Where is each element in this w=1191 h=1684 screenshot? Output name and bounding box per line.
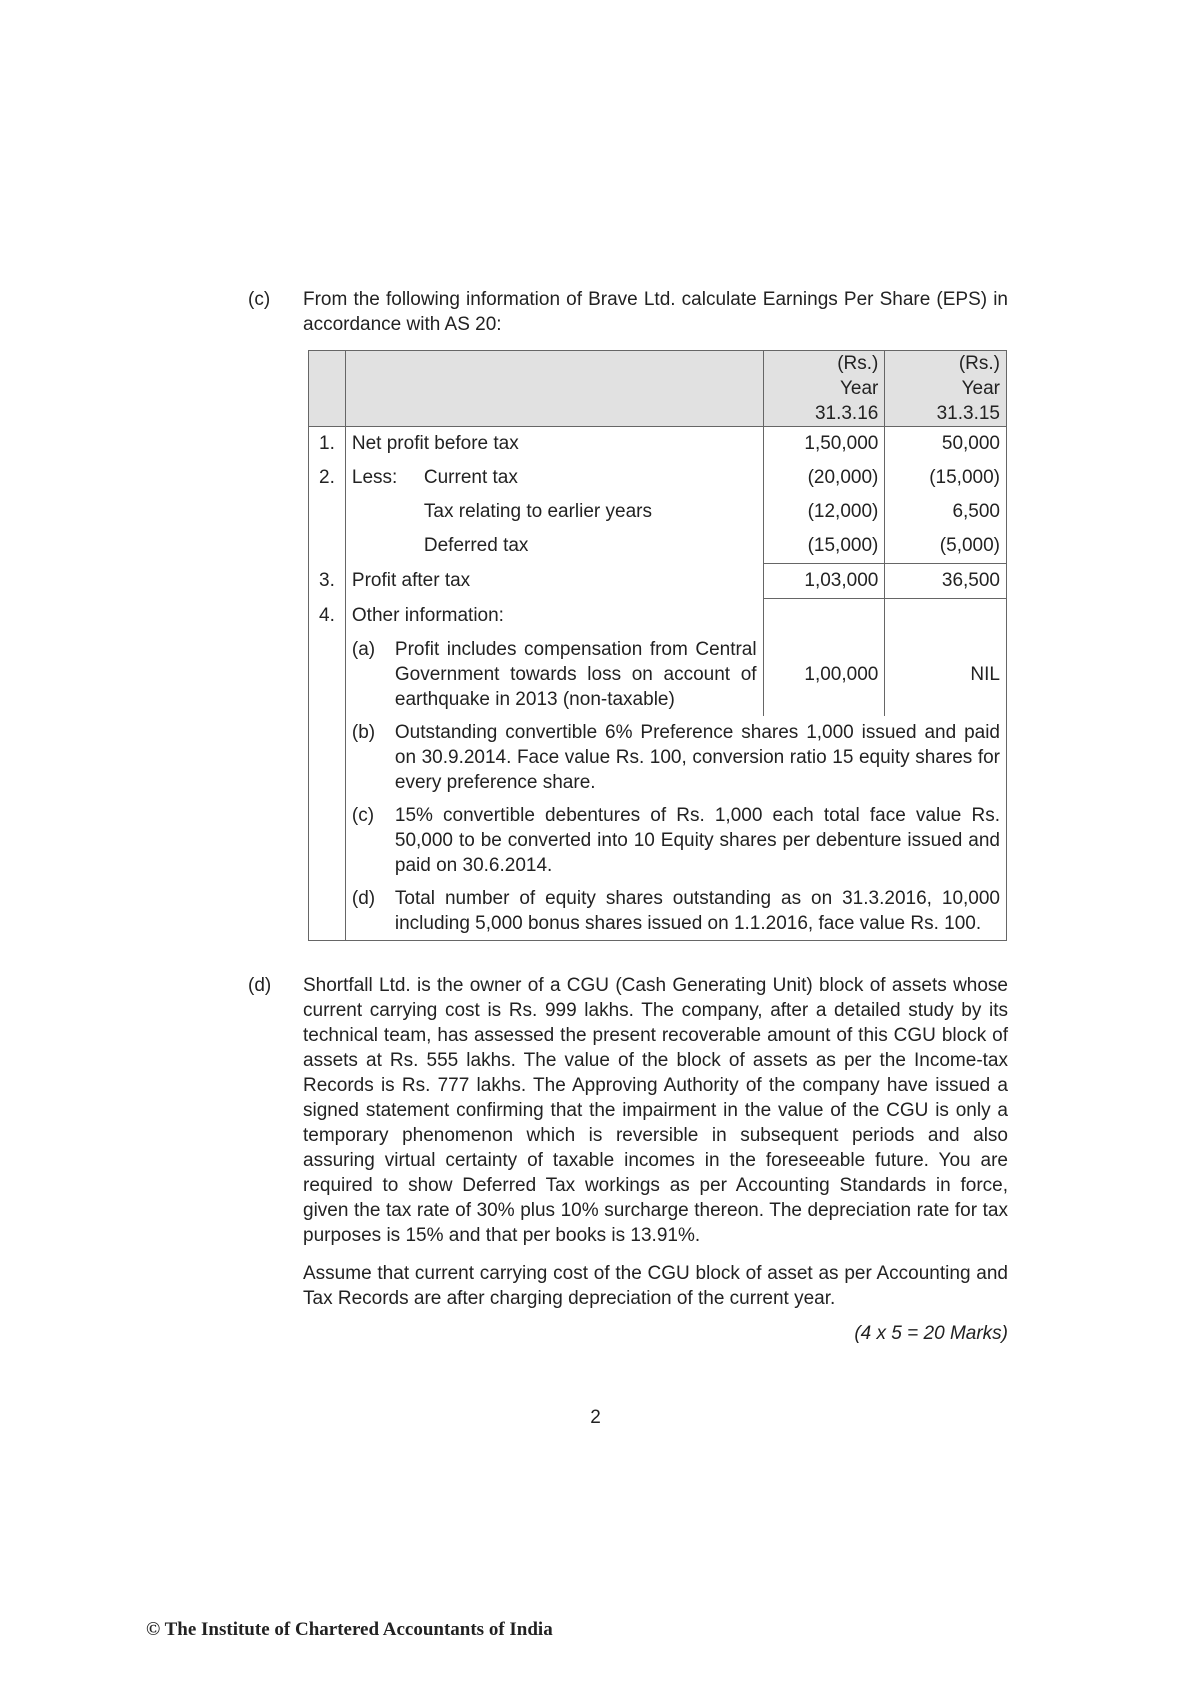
table-row-other-b: (b) Outstanding convertible 6% Preference shares 1,000 issued and paid on 30.9.2014. Face value Rs. 100, conversion ratio 15 equity shares for every preference share. [309,716,1007,799]
copyright-footer: © The Institute of Chartered Accountants of India [146,1619,553,1640]
question-c [248,287,1008,337]
header-year-2015: (Rs.) Year 31.3.15 [885,351,1007,427]
table-row: 3. Profit after tax 1,03,000 36,500 [309,564,1007,599]
table-row-other-c: (c) 15% convertible debentures of Rs. 1,000 each total face value Rs. 50,000 to be converted into 10 Equity shares per debenture issued and paid on 30.6.2014. [309,799,1007,882]
table-row-other-a: (a) Profit includes compensation from Central Government towards loss on account of earthquake in 2013 (non-taxable) 1,00,000 NIL [309,633,1007,716]
eps-table [308,350,1007,941]
table-row: 1. Net profit before tax 1,50,000 50,000 [309,427,1007,462]
question-d-paragraph-1: Shortfall Ltd. is the owner of a CGU (Cash Generating Unit) block of assets whose current carrying cost is Rs. 999 lakhs. The company, after a detailed study by its technical team, has assessed the present recoverable amount of this CGU block of assets at Rs. 555 lakhs. The value of the block of assets as per the Income-tax Records is Rs. 777 lakhs. The Approving Authority of the company have issued a signed statement confirming that the impairment in the value of the CGU is only a temporary phenomenon which is reversible in subsequent periods and also assuring virtual certainty of taxable incomes in the foreseeable future. You are required to show Deferred Tax workings as per Accounting Standards in force, given the tax rate of 30% plus 10% surcharge thereon. The depreciation rate for tax purposes is 15% and that per books is 13.91%. [303,975,1008,1246]
question-c-text: From the following information of Brave Ltd. calculate Earnings Per Share (EPS) in accordance with AS 20: [303,289,1008,335]
table-row: Deferred tax (15,000) (5,000) [309,529,1007,564]
table-row: 4. Other information: [309,599,1007,634]
question-d-label: (d) [248,975,272,996]
question-c-label: (c) [248,289,271,310]
question-d [248,973,1008,1324]
page-number: 2 [590,1407,601,1428]
question-d-paragraph-2: Assume that current carrying cost of the CGU block of asset as per Accounting and Tax Records are after charging depreciation of the current year. [303,1263,1008,1309]
table-header-row [309,351,1007,427]
header-year-2016: (Rs.) Year 31.3.16 [763,351,885,427]
table-row: Tax relating to earlier years (12,000) 6,500 [309,495,1007,529]
marks-allocation: (4 x 5 = 20 Marks) [854,1323,1008,1344]
table-row-other-d: (d) Total number of equity shares outstanding as on 31.3.2016, 10,000 including 5,000 bonus shares issued on 1.1.2016, face value Rs. 100. [309,882,1007,941]
table-row: 2. Less: Current tax (20,000) (15,000) [309,461,1007,495]
